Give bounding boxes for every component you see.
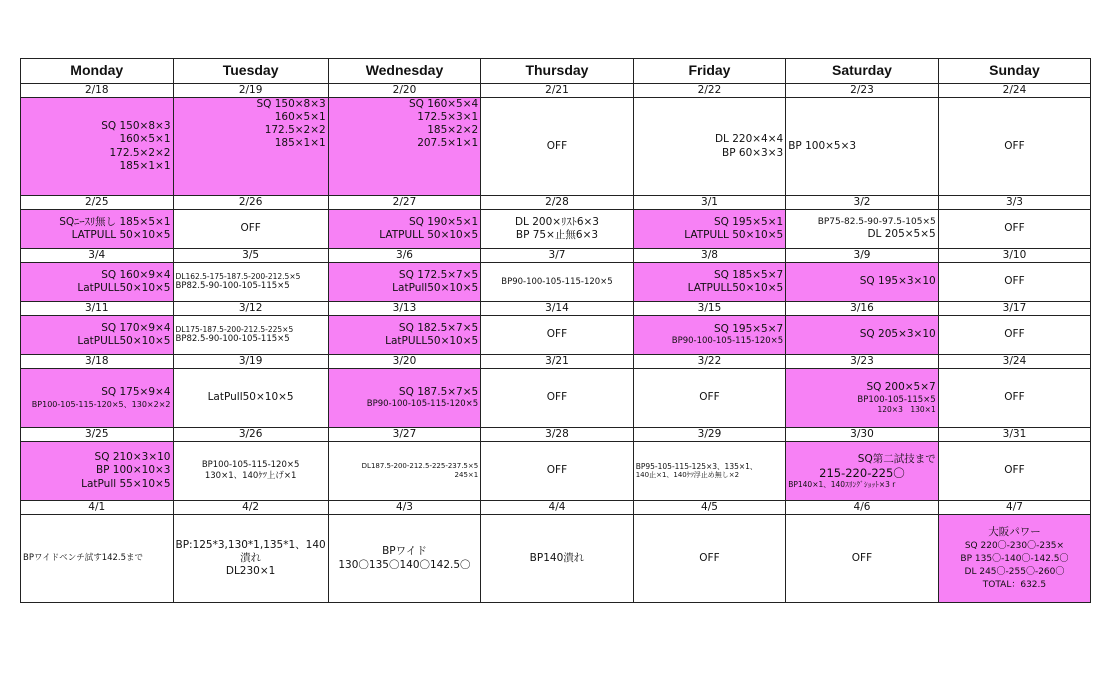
workout-line: OFF (699, 551, 720, 564)
workout-line: BP 75×止無6×3 (515, 229, 599, 241)
date-cell: 3/1 (633, 196, 786, 210)
workout-row (21, 210, 1091, 249)
date-cell: 2/19 (173, 84, 328, 98)
workout-row (21, 369, 1091, 428)
date-row (21, 501, 1091, 515)
date-cell: 3/15 (633, 302, 786, 316)
date-cell: 3/16 (786, 302, 939, 316)
workout-cell (633, 515, 786, 603)
workout-cell (938, 316, 1091, 355)
date-cell: 4/1 (21, 501, 174, 515)
date-cell: 2/26 (173, 196, 328, 210)
workout-line: BP 100×5×3 (788, 139, 857, 152)
date-row (21, 196, 1091, 210)
workout-line: SQ 205×3×10 (859, 328, 936, 341)
date-cell: 3/10 (938, 249, 1091, 263)
date-cell: 4/6 (786, 501, 939, 515)
workout-cell (173, 210, 328, 249)
date-cell: 3/22 (633, 355, 786, 369)
workout-cell (938, 98, 1091, 196)
workout-line: LatPull50×10×5 (392, 282, 479, 294)
workout-line: OFF (546, 139, 568, 152)
date-cell: 3/14 (481, 302, 634, 316)
workout-line: BP90-100-105-115-120×5 (366, 399, 479, 410)
date-cell: 3/2 (786, 196, 939, 210)
workout-line: OFF (851, 551, 873, 564)
date-cell: 3/31 (938, 428, 1091, 442)
workout-cell (633, 316, 786, 355)
workout-cell (633, 263, 786, 302)
workout-line: BP 135〇-140〇-142.5〇 (960, 554, 1069, 565)
date-cell: 3/28 (481, 428, 634, 442)
workout-cell (786, 98, 939, 196)
date-cell: 3/5 (173, 249, 328, 263)
workout-line: SQ 172.5×7×5 (398, 268, 479, 281)
workout-cell (328, 210, 481, 249)
workout-line: SQ第二試技まで (857, 452, 936, 465)
workout-line: 245×1 (454, 471, 479, 479)
workout-line: OFF (1004, 139, 1025, 152)
workout-line: SQ 195×3×10 (859, 275, 936, 288)
workout-line: DL 200×ﾘｽﾄ6×3 (514, 215, 599, 228)
workout-cell (786, 263, 939, 302)
date-cell: 3/6 (328, 249, 481, 263)
workout-line: SQ 190×5×1 (408, 215, 479, 228)
date-cell: 4/2 (173, 501, 328, 515)
workout-line: OFF (240, 222, 261, 235)
workout-line: SQ 160×5×4 (408, 98, 479, 110)
workout-cell (786, 316, 939, 355)
workout-line: 130〇135〇140〇142.5〇 (338, 558, 471, 571)
date-cell: 4/5 (633, 501, 786, 515)
date-cell: 3/11 (21, 302, 174, 316)
workout-cell (481, 442, 634, 501)
workout-line: DL187.5-200-212.5-225-237.5×5 (361, 462, 479, 471)
workout-line: BP90-100-105-115-120×5 (501, 276, 613, 287)
workout-cell (481, 316, 634, 355)
workout-line: DL 245〇-255〇-260〇 (964, 567, 1065, 578)
date-cell: 3/4 (21, 249, 174, 263)
workout-line: 172.5×2×2 (264, 124, 326, 137)
workout-cell (328, 316, 481, 355)
workout-cell (21, 369, 174, 428)
date-cell: 3/13 (328, 302, 481, 316)
date-cell: 3/27 (328, 428, 481, 442)
workout-cell (21, 515, 174, 603)
workout-line: BP140×1、140ｽﾘﾝｸﾞｼｮｯﾄ×3 r (788, 480, 896, 490)
workout-line: BP100-105-115-120×5、130×2×2 (31, 399, 171, 409)
workout-cell (481, 369, 634, 428)
workout-line: BPワイド (382, 545, 427, 558)
workout-line: OFF (1004, 464, 1025, 477)
workout-cell (21, 442, 174, 501)
workout-line: BP82.5-90-100-105-115×5 (175, 334, 290, 345)
workout-cell (173, 369, 328, 428)
date-cell: 2/28 (481, 196, 634, 210)
workout-line: DL175-187.5-200-212.5-225×5 (175, 325, 294, 334)
date-cell: 3/12 (173, 302, 328, 316)
workout-line: SQ 210×3×10 (94, 451, 171, 464)
date-row (21, 428, 1091, 442)
workout-line: OFF (1004, 222, 1025, 235)
workout-line: LATPULL 50×10×5 (684, 229, 784, 241)
day-header-thursday: Thursday (481, 59, 634, 84)
workout-line: LatPull 55×10×5 (81, 477, 171, 490)
workout-line: SQ 185×5×7 (713, 268, 784, 281)
workout-line: 大阪パワー (988, 525, 1041, 538)
workout-line: BP100-105-115-120×5 (201, 460, 300, 471)
workout-line: SQ 175×9×4 (101, 386, 171, 399)
date-cell: 3/18 (21, 355, 174, 369)
workout-line: 185×2×2 (427, 124, 479, 137)
workout-cell (328, 369, 481, 428)
date-cell: 2/25 (21, 196, 174, 210)
date-cell: 3/7 (481, 249, 634, 263)
date-cell: 3/23 (786, 355, 939, 369)
workout-line: OFF (1004, 391, 1025, 404)
workout-row (21, 98, 1091, 196)
workout-line: SQ 150×8×3 (101, 120, 171, 133)
workout-line: OFF (546, 391, 568, 404)
workout-line: LatPull50×10×5 (207, 391, 294, 404)
workout-line: SQﾆｰｽﾘ無し 185×5×1 (59, 215, 171, 228)
date-cell: 3/26 (173, 428, 328, 442)
date-cell: 3/30 (786, 428, 939, 442)
workout-cell (938, 515, 1091, 603)
workout-line: SQ 150×8×3 (256, 98, 326, 110)
training-calendar (20, 58, 1091, 603)
workout-line: BP90-100-105-115-120×5 (671, 336, 784, 347)
date-row (21, 355, 1091, 369)
workout-line: 215-220-225〇 (819, 465, 905, 480)
date-cell: 3/25 (21, 428, 174, 442)
workout-line: LatPULL50×10×5 (77, 282, 171, 294)
day-header-sunday: Sunday (938, 59, 1091, 84)
workout-line: TOTAL：632.5 (982, 580, 1047, 591)
workout-line: LatPULL50×10×5 (77, 335, 171, 347)
date-cell: 3/29 (633, 428, 786, 442)
workout-line: 207.5×1×1 (417, 137, 479, 150)
workout-line: SQ 187.5×7×5 (398, 386, 479, 399)
workout-line: SQ 182.5×7×5 (398, 321, 479, 334)
workout-cell (173, 263, 328, 302)
workout-line: 140止×1、140ｹﾂ浮止め無し×2 (635, 471, 740, 480)
workout-cell (21, 263, 174, 302)
date-cell: 4/7 (938, 501, 1091, 515)
workout-line: SQ 195×5×7 (713, 323, 784, 336)
workout-cell (328, 442, 481, 501)
date-row (21, 302, 1091, 316)
workout-cell (328, 263, 481, 302)
workout-line: OFF (546, 464, 568, 477)
header-row (21, 59, 1091, 84)
workout-line: DL230×1 (225, 565, 276, 578)
workout-cell (633, 210, 786, 249)
workout-cell (21, 210, 174, 249)
workout-cell (21, 316, 174, 355)
workout-line: DL 220×4×4 (714, 133, 784, 146)
workout-line: DL 205×5×5 (867, 228, 936, 241)
workout-line: OFF (546, 328, 568, 341)
workout-line: 172.5×3×1 (417, 111, 479, 124)
workout-cell (173, 515, 328, 603)
workout-line: 185×1×1 (119, 159, 171, 172)
day-header-wednesday: Wednesday (328, 59, 481, 84)
workout-line: SQ 195×5×1 (713, 215, 784, 228)
date-cell: 3/9 (786, 249, 939, 263)
workout-line: BP 60×3×3 (722, 146, 784, 159)
date-cell: 4/3 (328, 501, 481, 515)
workout-cell (786, 369, 939, 428)
workout-line: SQ 220〇-230〇-235× (964, 541, 1065, 552)
workout-cell (938, 442, 1091, 501)
date-cell: 3/3 (938, 196, 1091, 210)
workout-line: BP 100×10×3 (95, 464, 171, 477)
workout-line: 172.5×2×2 (109, 146, 171, 159)
date-cell: 2/23 (786, 84, 939, 98)
workout-line: 120×3 130×1 (877, 405, 936, 415)
workout-cell (938, 369, 1091, 428)
workout-cell (786, 515, 939, 603)
workout-cell (173, 98, 328, 196)
workout-cell (328, 98, 481, 196)
date-cell: 3/8 (633, 249, 786, 263)
workout-row (21, 515, 1091, 603)
workout-cell (938, 263, 1091, 302)
date-cell: 4/4 (481, 501, 634, 515)
workout-line: BP75-82.5-90-97.5-105×5 (817, 216, 936, 227)
workout-cell (481, 515, 634, 603)
date-cell: 2/18 (21, 84, 174, 98)
workout-line: LATPULL 50×10×5 (379, 229, 479, 241)
date-cell: 3/21 (481, 355, 634, 369)
date-cell: 2/24 (938, 84, 1091, 98)
workout-row (21, 263, 1091, 302)
workout-cell (173, 316, 328, 355)
workout-cell (633, 98, 786, 196)
workout-row (21, 442, 1091, 501)
workout-line: BP140潰れ (529, 551, 585, 564)
workout-cell (786, 442, 939, 501)
date-cell: 2/21 (481, 84, 634, 98)
workout-line: 130×1、140ｹﾂ上げ×1 (204, 471, 297, 481)
date-cell: 3/20 (328, 355, 481, 369)
date-row (21, 249, 1091, 263)
workout-cell (481, 210, 634, 249)
workout-line: 185×1×1 (274, 137, 326, 150)
workout-cell (173, 442, 328, 501)
workout-line: SQ 160×9×4 (101, 268, 171, 281)
workout-cell (481, 263, 634, 302)
date-cell: 2/22 (633, 84, 786, 98)
day-header-monday: Monday (21, 59, 174, 84)
workout-line: BP95-105-115-125×3、135×1、 (635, 461, 758, 471)
day-header-friday: Friday (633, 59, 786, 84)
date-row (21, 84, 1091, 98)
workout-line: 潰れ (240, 551, 262, 564)
workout-line: 160×5×1 (274, 111, 326, 124)
workout-row (21, 316, 1091, 355)
day-header-saturday: Saturday (786, 59, 939, 84)
workout-line: BP100-105-115×5 (857, 394, 936, 405)
workout-line: OFF (699, 391, 720, 404)
date-cell: 3/24 (938, 355, 1091, 369)
workout-line: SQ 200×5×7 (866, 381, 936, 394)
date-cell: 3/17 (938, 302, 1091, 316)
workout-cell (938, 210, 1091, 249)
workout-cell (633, 442, 786, 501)
date-cell: 2/20 (328, 84, 481, 98)
workout-line: SQ 170×9×4 (101, 321, 171, 334)
workout-line: BPワイドベンチ試す142.5まで (23, 553, 144, 564)
workout-cell (21, 98, 174, 196)
workout-cell (481, 98, 634, 196)
workout-cell (328, 515, 481, 603)
date-cell: 2/27 (328, 196, 481, 210)
workout-cell (786, 210, 939, 249)
workout-cell (633, 369, 786, 428)
workout-line: LatPULL50×10×5 (385, 335, 479, 347)
workout-line: BP82.5-90-100-105-115×5 (175, 281, 290, 292)
workout-line: DL162.5-175-187.5-200-212.5×5 (175, 272, 301, 281)
day-header-tuesday: Tuesday (173, 59, 328, 84)
workout-line: LATPULL50×10×5 (687, 282, 784, 294)
workout-line: LATPULL 50×10×5 (71, 229, 171, 241)
workout-line: OFF (1004, 275, 1025, 288)
workout-line: OFF (1004, 328, 1025, 341)
workout-line: 160×5×1 (119, 133, 171, 146)
date-cell: 3/19 (173, 355, 328, 369)
workout-line: BP:125*3,130*1,135*1、140 (175, 538, 326, 551)
